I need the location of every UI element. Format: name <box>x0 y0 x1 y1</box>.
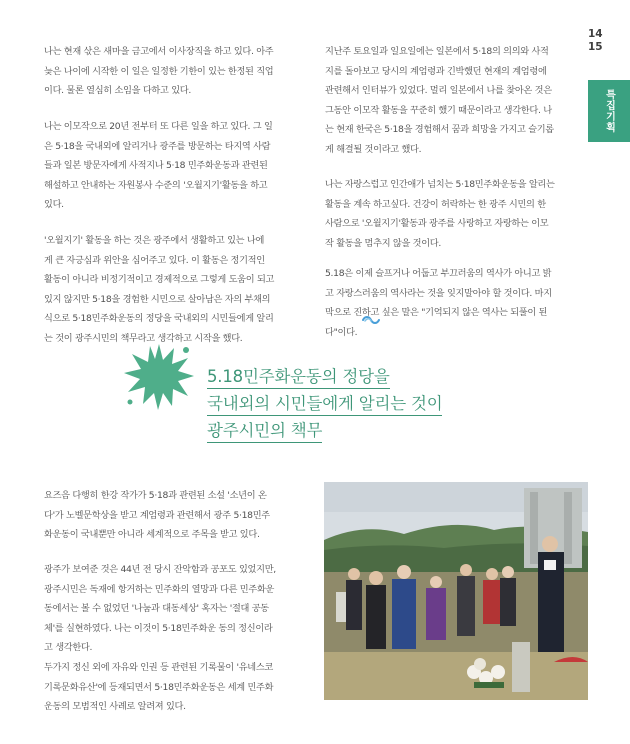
right-paragraph-3: 5.18은 이제 슬프거나 어둡고 부끄러움의 역사가 아니고 밝 고 자랑스러움의 역사라는 것을 잊지말아야 할 것이다. 마지 막으로 진하고 싶은 말은 "기억되지 않은 역사는 되풀이 된 다"이다. <box>325 268 552 338</box>
right-paragraph-2: 나는 자랑스럽고 인간애가 넘치는 5·18민주화운동을 알리는 활동을 계속 하고싶다. 건강이 허락하는 한 광주 시민의 한 사람으로 '오월지기'활동과 광주를 사랑하고 자랑하는 이모 작 활동을 멈추지 않을 것이다. <box>325 179 555 249</box>
headline-line-3: 광주시민의 책무 <box>207 420 322 443</box>
heart-ribbon-icon <box>362 315 380 325</box>
headline-line-1: 5.18민주화운동의 정당을 <box>207 366 390 389</box>
right-paragraph-1: 지난주 토요일과 일요일에는 일본에서 5·18의 의의와 사적 지를 돌아보고 당시의 계엄령과 긴박했던 현재의 계엄령에 관련해서 인터뷰가 있었다. 멀리 일본에서 나를 찾아온 것은 그동안 이모작 활동을 꾸준히 했기 때문이라고 생각한다. 나 는 현재 한국은 5·18을 경험해서 꿈과 희망을 가지고 슬기롭 게 해결될 것이라고 했다. <box>325 46 554 155</box>
photo-illustration <box>324 482 588 700</box>
page-number-left: 14 <box>588 28 603 40</box>
cemetery-visit-photo <box>324 482 588 700</box>
section-tab <box>588 80 630 142</box>
left-paragraph-2: 나는 이모작으로 20년 전부터 또 다른 일을 하고 있다. 그 일 은 5·18을 국내외에 알리거나 광주를 방문하는 타지역 사람 들과 일본 방문자에게 사적지나 5·18 민주화운동과 관련된 해설하고 안내하는 자원봉사 수준의 '오월지기'활동을 하고 있다. <box>44 121 273 211</box>
left-paragraph-3: '오월지기' 활동을 하는 것은 광주에서 생활하고 있는 나에 게 큰 자긍심과 위안을 심어주고 있다. 이 활동은 정기적인 활동이 아니라 비정기적이고 경제적으로 그렇게 도움이 되고 있지 않지만 5·18을 경험한 시민으로 살아남은 자의 부채의 식으로 5·18민주화운동의 정당을 국내외의 시민들에게 알리 는 것이 광주시민의 책무라고 생각하고 시작을 했다. <box>44 235 275 344</box>
section-label: 특집기획 <box>603 89 615 133</box>
headline-line-2: 국내외의 시민들에게 알리는 것이 <box>207 393 442 416</box>
page-number-right: 15 <box>588 41 603 53</box>
page-numbers <box>588 28 602 54</box>
left-bottom-paragraph-2: 광주가 보여준 것은 44년 전 당시 잔악함과 공포도 있었지만, 광주시민은 독재에 항거하는 민주화의 열망과 다른 민주화운 동에서는 볼 수 없었던 '나눔과 대동세상' 혹자는 '절대 공동 체'를 실현하였다. 나는 이것이 5·18민주화운 동의 정신이라 고 생각한다. 두가지 정신 외에 자유와 인권 등 관련된 기록물이 '유네스코 기록문화유산'에 등재되면서 5·18민주화운동은 세계 민주화 운동의 모범적인 사례로 알려져 있다. <box>44 564 276 713</box>
paint-splat-icon <box>122 340 196 412</box>
left-paragraph-1: 나는 현재 삯은 새마을 금고에서 이사장직을 하고 있다. 아주 늦은 나이에 시작한 이 일은 일정한 기한이 있는 한정된 직업 이다. 물론 열심히 소임을 다하고 있다. <box>44 46 274 97</box>
left-bottom-paragraph-1: 요즈음 다행히 한강 작가가 5·18과 관련된 소설 '소년이 온 다'가 노벨문학상을 받고 계엄령과 관련해서 광주 5·18민주 화운동이 국내뿐만 아니라 세계적으로 주목을 받고 있다. <box>44 490 270 541</box>
pull-quote-headline <box>207 366 442 447</box>
